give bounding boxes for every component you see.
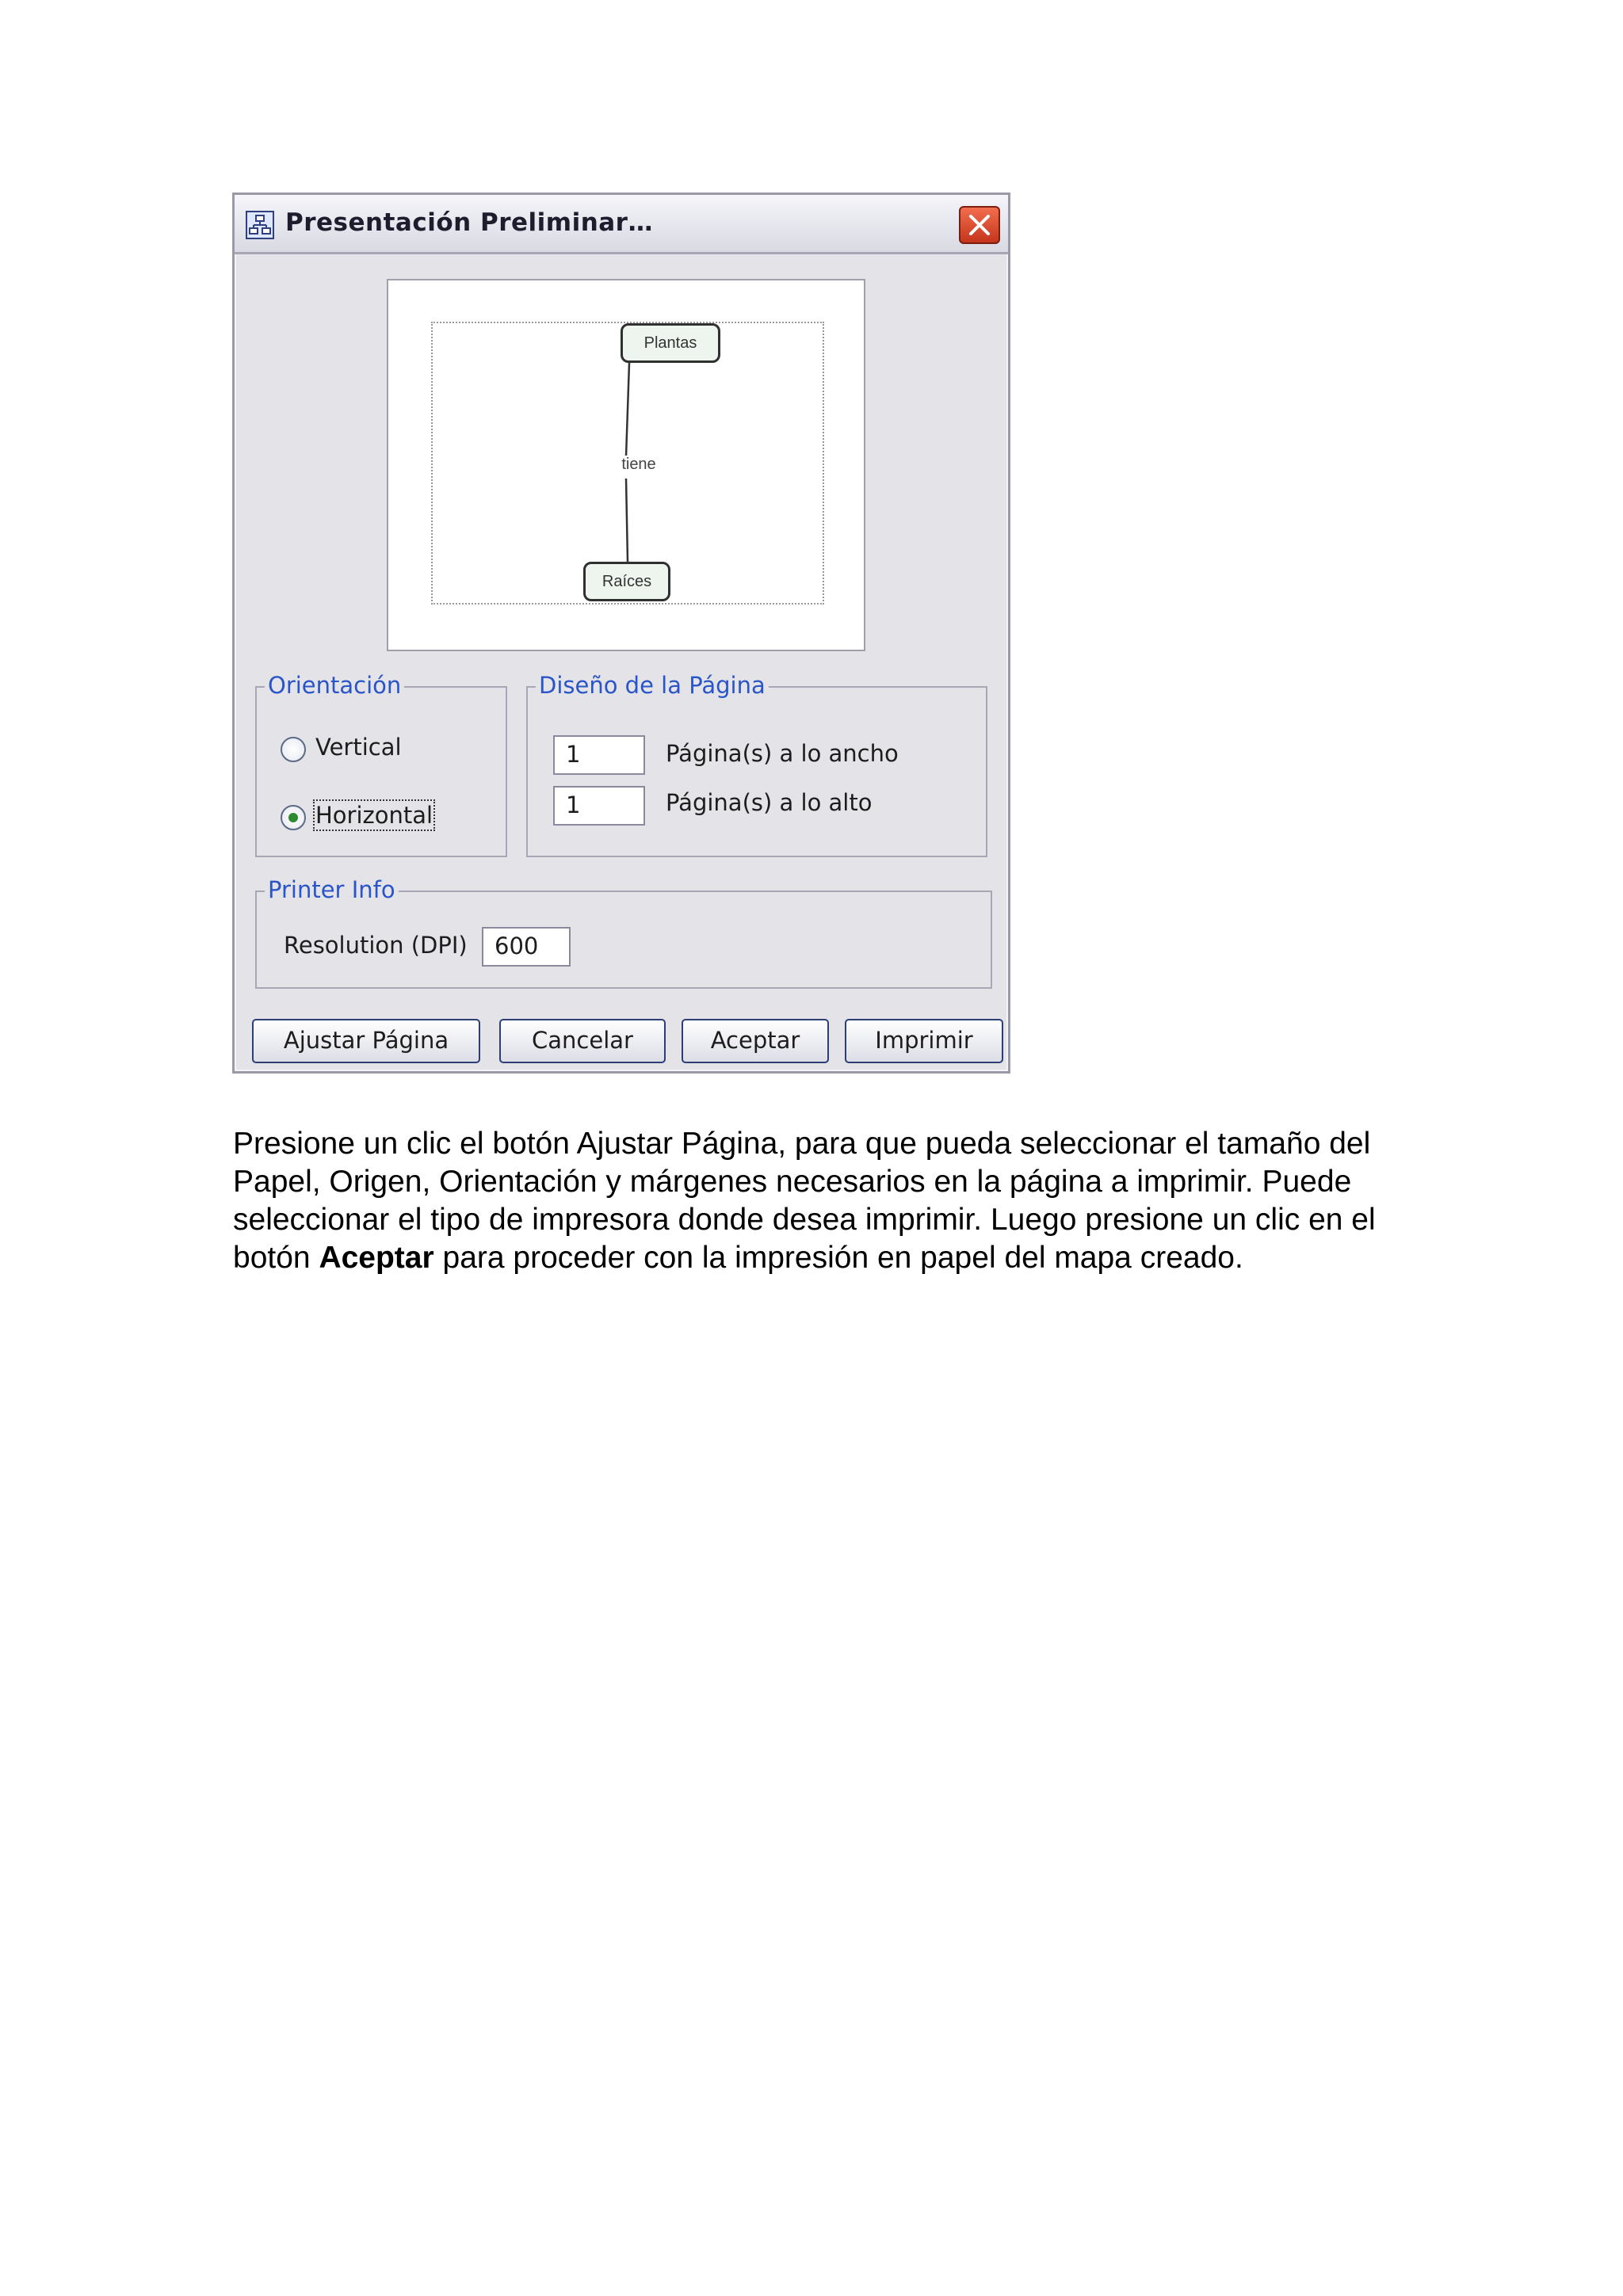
pages-tall-field[interactable]: 1 bbox=[553, 786, 645, 826]
print-preview-dialog bbox=[232, 193, 1010, 1074]
accept-button[interactable]: Aceptar bbox=[682, 1019, 829, 1063]
horizontal-radio-label[interactable]: Horizontal bbox=[315, 802, 433, 829]
pages-tall-label: Página(s) a lo alto bbox=[666, 789, 873, 816]
page-design-group bbox=[526, 672, 987, 857]
printer-info-group bbox=[255, 876, 992, 989]
print-button[interactable]: Imprimir bbox=[845, 1019, 1003, 1063]
link-label: tiene bbox=[603, 456, 674, 474]
close-button[interactable] bbox=[959, 206, 1000, 244]
vertical-radio-label[interactable]: Vertical bbox=[315, 734, 402, 761]
paragraph-bold-text: Aceptar bbox=[319, 1241, 434, 1275]
page-design-group-title: Diseño de la Página bbox=[536, 672, 769, 699]
close-icon bbox=[968, 213, 991, 237]
vertical-radio[interactable] bbox=[281, 737, 306, 762]
paragraph-text-part1: Presione un clic el botón Ajustar Página, para que pueda seleccionar el tamaño del Papel, Origen, Orientación y márgenes necesarios en la página a imprimir. Puede seleccionar el tipo de impresora donde desea imprimir. Luego presione un clic en el botón bbox=[233, 1127, 1376, 1275]
paragraph-text-part2: para proceder con la impresión en papel del mapa creado. bbox=[433, 1241, 1243, 1275]
printer-info-group-title: Printer Info bbox=[265, 876, 399, 903]
app-icon bbox=[246, 211, 274, 239]
resolution-field[interactable]: 600 bbox=[482, 927, 571, 967]
pages-wide-label: Página(s) a lo ancho bbox=[666, 740, 899, 767]
pages-wide-field[interactable]: 1 bbox=[553, 735, 645, 775]
concept-node-bottom: Raíces bbox=[583, 562, 670, 601]
cancel-button[interactable]: Cancelar bbox=[499, 1019, 666, 1063]
resolution-label: Resolution (DPI) bbox=[284, 932, 468, 959]
dialog-titlebar[interactable] bbox=[235, 195, 1008, 254]
dialog-title: Presentación Preliminar… bbox=[285, 208, 653, 237]
adjust-page-button[interactable]: Ajustar Página bbox=[252, 1019, 480, 1063]
preview-page-area bbox=[431, 322, 824, 605]
horizontal-radio[interactable] bbox=[281, 805, 306, 830]
concept-node-top: Plantas bbox=[621, 323, 720, 363]
orientation-group-title: Orientación bbox=[265, 672, 404, 699]
instruction-paragraph bbox=[233, 1125, 1438, 1277]
page-preview bbox=[387, 279, 865, 651]
orientation-group bbox=[255, 672, 507, 857]
